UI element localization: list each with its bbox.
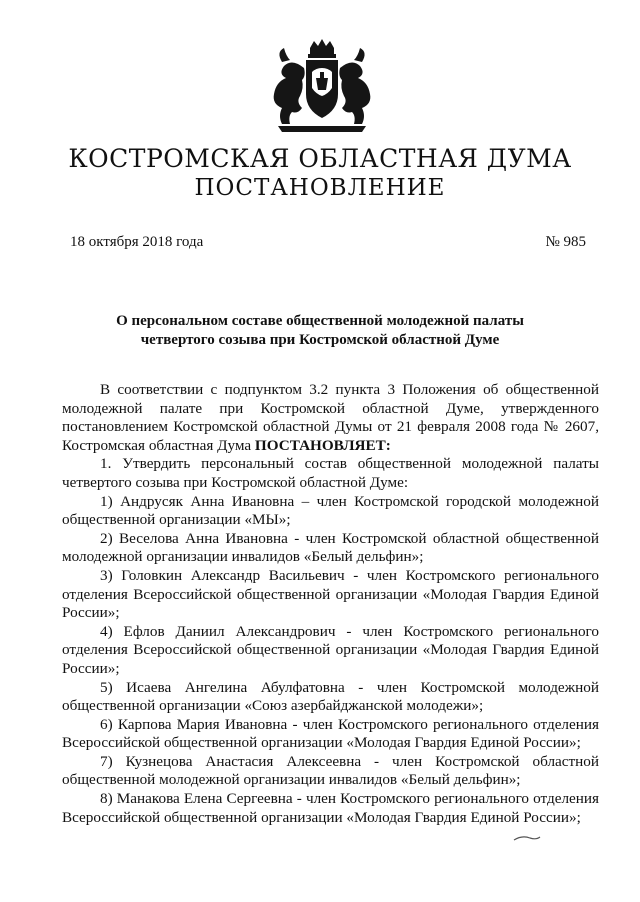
member-item: 7) Кузнецова Анастасия Алексеевна - член Костромской областной общественной молодежной организации инвалидов «Белый дельфин»; xyxy=(62,752,599,789)
subject-line-1: О персональном составе общественной молодежной палаты xyxy=(116,313,524,329)
coat-of-arms-icon xyxy=(252,38,392,136)
item-1-paragraph: 1. Утвердить персональный состав общественной молодежной палаты четвертого созыва при Костромской областной Думе: xyxy=(62,455,599,491)
member-item: 6) Карпова Мария Ивановна - член Костромского регионального отделения Всероссийской общественной организации «Молодая Гвардия Единой России»; xyxy=(62,715,599,752)
scan-mark xyxy=(512,832,542,844)
preamble-text: В соответствии с подпунктом 3.2 пункта 3 Положения об общественной молодежной палате при Костромской областной Думе, утвержденного постановлением Костромской областной Думы от 21 февраля 2008 года № 2607, Костромская областная Дума xyxy=(62,381,599,454)
document-body xyxy=(62,381,599,827)
document-number: № 985 xyxy=(545,234,586,250)
document-type: ПОСТАНОВЛЕНИЕ xyxy=(194,175,446,201)
resolves-keyword: ПОСТАНОВЛЯЕТ: xyxy=(254,436,391,454)
subject-line-2: четвертого созыва при Костромской областной Думе xyxy=(140,332,500,348)
member-item: 2) Веселова Анна Ивановна - член Костромской областной общественной молодежной организации инвалидов «Белый дельфин»; xyxy=(62,529,599,566)
preamble-paragraph xyxy=(62,381,599,455)
member-item: 1) Андрусяк Анна Ивановна – член Костромской городской молодежной общественной организации «МЫ»; xyxy=(62,492,599,529)
organization-title: КОСТРОМСКАЯ ОБЛАСТНАЯ ДУМА xyxy=(68,144,572,173)
document-subject xyxy=(0,312,640,350)
member-item: 3) Головкин Александр Васильевич - член Костромского регионального отделения Всероссийской общественной организации «Молодая Гвардия Единой России»; xyxy=(62,566,599,622)
member-item: 4) Ефлов Даниил Александрович - член Костромского регионального отделения Всероссийской общественной организации «Молодая Гвардия Единой России»; xyxy=(62,622,599,677)
member-item: 5) Исаева Ангелина Абулфатовна - член Костромской молодежной общественной организации «Союз азербайджанской молодежи»; xyxy=(62,678,599,715)
document-date: 18 октября 2018 года xyxy=(70,234,204,250)
member-item: 8) Манакова Елена Сергеевна - член Костромского регионального отделения Всероссийской общественной организации «Молодая Гвардия Единой России»; xyxy=(62,790,599,826)
